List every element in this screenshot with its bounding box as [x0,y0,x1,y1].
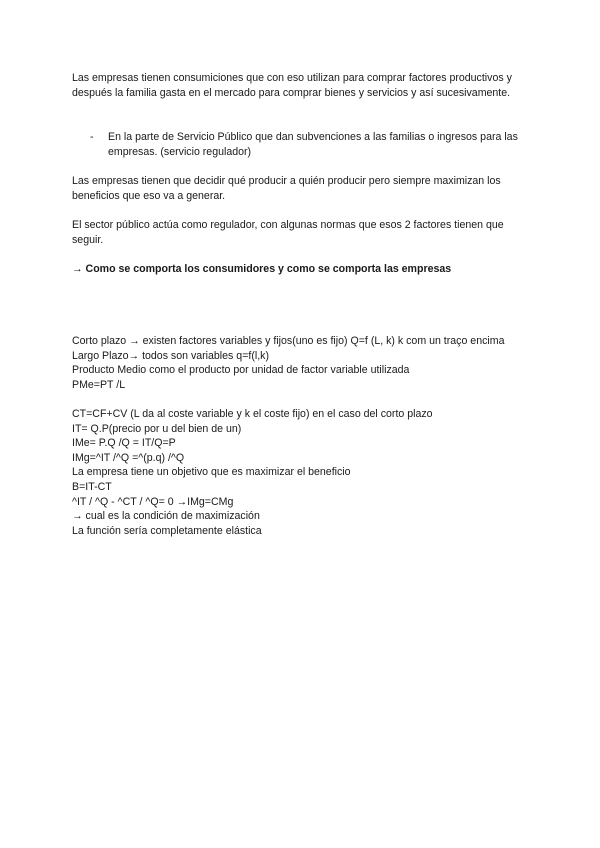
note-line: Producto Medio como el producto por unidad de factor variable utilizada [72,364,410,377]
note-line: IMg=^IT /^Q =^(p.q) /^Q [72,451,185,464]
note-line: IT= Q.P(precio por u del bien de un) [72,422,242,435]
note-line: CT=CF+CV (L da al coste variable y k el coste fijo) en el caso del corto plazo [72,407,433,420]
note-line: B=IT-CT [72,480,112,493]
paragraph-public-sector: El sector público actúa como regulador, con algunas normas que esos 2 factores tienen que seguir. [72,219,504,246]
note-line: ^IT / ^Q - ^CT / ^Q= 0 →IMg=CMg [72,495,234,508]
section-heading: → Como se comporta los consumidores y como se comporta las empresas [72,263,452,275]
bullet-text: En la parte de Servicio Público que dan subvenciones a las familias o ingresos para las empresas. (servicio regulador) [108,131,518,158]
paragraph-decision: Las empresas tienen que decidir qué producir a quién producir pero siempre maximizan los beneficios que eso va a generar. [72,175,501,202]
blank-line [72,392,542,407]
note-line: Corto plazo → existen factores variables y fijos(uno es fijo) Q=f (L, k) k com un traço encima [72,335,505,347]
paragraph-intro: Las empresas tienen consumiciones que con eso utilizan para comprar factores productivos y después la familia gasta en el mercado para comprar bienes y servicios y así sucesivamente. [72,72,512,99]
note-line: PMe=PT /L [72,378,126,391]
note-line: → cual es la condición de maximización [72,510,260,523]
note-line: La empresa tiene un objetivo que es maximizar el beneficio [72,466,351,479]
note-line: La función sería completamente elástica [72,524,262,537]
notes-block [72,334,542,538]
note-line: Largo Plazo→ todos son variables q=f(l,k) [72,349,269,362]
note-line: IMe= P.Q /Q = IT/Q=P [72,437,176,450]
bullet-dash: - [90,131,94,143]
